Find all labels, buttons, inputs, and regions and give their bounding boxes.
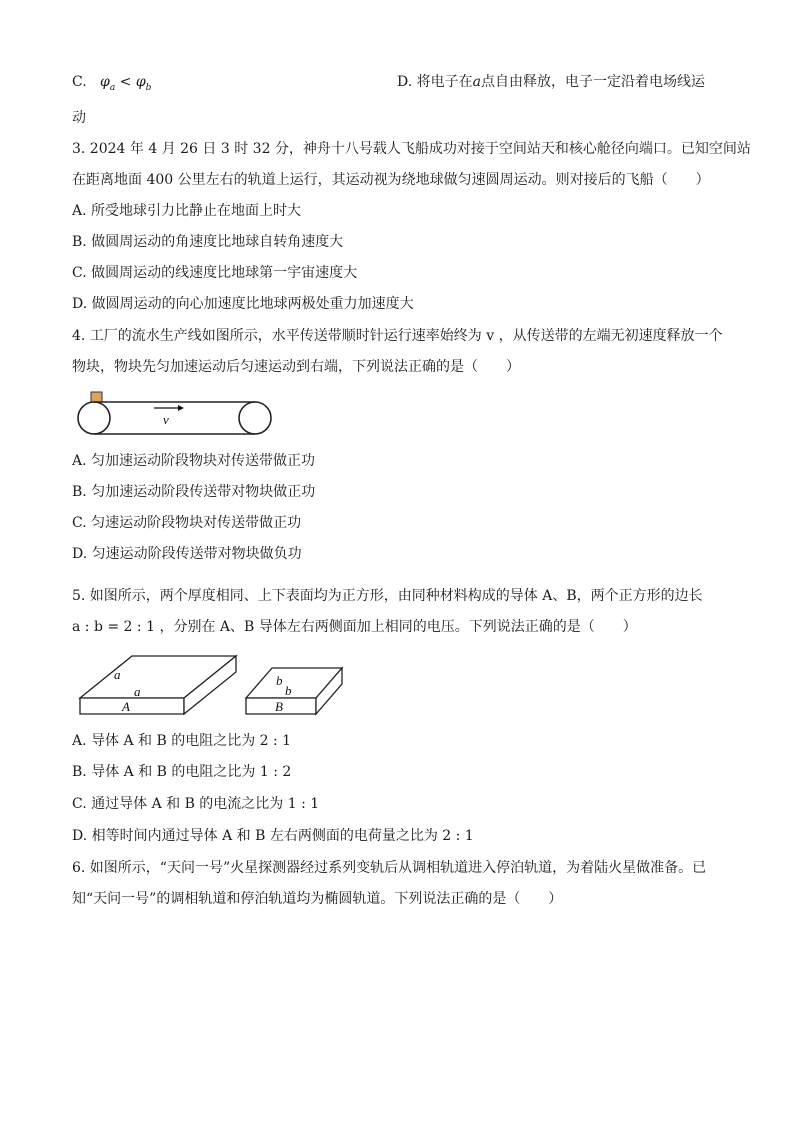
q5-option-a: A. 导体 A 和 B 的电阻之比为 2 : 1 [72, 733, 292, 749]
conductor-a-name: A [122, 699, 130, 714]
q4-option-d: D. 匀速运动阶段传送带对物块做负功 [72, 546, 302, 562]
q4-stem-line1: 4. 工厂的流水生产线如图所示，水平传送带顺时针运行速率始终为 v ，从传送带的左端无初速度释放一个 [72, 328, 723, 344]
velocity-arrowhead [178, 405, 184, 411]
left-pulley [78, 402, 110, 434]
q5-option-d: D. 相等时间内通过导体 A 和 B 左右两侧面的电荷量之比为 2 : 1 [72, 828, 474, 844]
conveyor-belt-figure [72, 388, 282, 440]
q3-option-d: D. 做圆周运动的向心加速度比地球两极处重力加速度大 [72, 296, 414, 312]
option-c: C. $\varphi_a < \varphi_b$ [72, 74, 152, 93]
conductor-b-name: B [275, 699, 283, 714]
q5-option-c: C. 通过导体 A 和 B 的电流之比为 1 : 1 [72, 796, 320, 812]
q3-stem-line1: 3. 2024 年 4 月 26 日 3 时 32 分，神舟十八号载人飞船成功对接于空间站天和核心舱径向端口。已知空间站 [72, 141, 751, 157]
conductor-b [246, 668, 342, 714]
q6-stem-line1: 6. 如图所示，“天问一号”火星探测器经过系列变轨后从调相轨道进入停泊轨道，为着陆火星做准备。已 [72, 860, 707, 876]
conductors-figure [72, 650, 362, 720]
q4-stem-line2: 物块，物块先匀加速运动后匀速运动到右端，下列说法正确的是（ ） [72, 359, 520, 375]
conductor-a-side-label-1: a [114, 667, 121, 682]
conductor-b-side-label-2: b [285, 683, 292, 698]
right-pulley [239, 402, 271, 434]
conductor-b-side-label-1: b [276, 673, 283, 688]
conductor-a-side-label-2: a [134, 684, 141, 699]
option-d: D. 将电子在a点自由释放，电子一定沿着电场线运 [397, 74, 705, 90]
q4-option-c: C. 匀速运动阶段物块对传送带做正功 [72, 515, 302, 531]
q5-stem-line1: 5. 如图所示，两个厚度相同、上下表面均为正方形，由同种材料构成的导体 A、B，两个正方形的边长 [72, 588, 703, 604]
q6-stem-line2: 知“天问一号”的调相轨道和停泊轨道均为椭圆轨道。下列说法正确的是（ ） [72, 891, 563, 907]
option-d-continued: 动 [72, 110, 86, 126]
q4-option-a: A. 匀加速运动阶段物块对传送带做正功 [72, 453, 316, 469]
q3-option-c: C. 做圆周运动的线速度比地球第一宇宙速度大 [72, 265, 358, 281]
q5-option-b: B. 导体 A 和 B 的电阻之比为 1 : 2 [72, 764, 292, 780]
velocity-label: v [163, 412, 169, 427]
q4-option-b: B. 匀加速运动阶段传送带对物块做正功 [72, 484, 316, 500]
q3-option-a: A. 所受地球引力比静止在地面上时大 [72, 203, 302, 219]
q3-option-b: B. 做圆周运动的角速度比地球自转角速度大 [72, 234, 344, 250]
q3-stem-line2: 在距离地面 400 公里左右的轨道上运行，其运动视为绕地球做匀速圆周运动。则对接后的飞船（ ） [72, 172, 710, 188]
block [91, 392, 102, 402]
q5-stem-line2: a : b = 2 : 1 ，分别在 A、B 导体左右两侧面加上相同的电压。下列说法正确的是（ ） [72, 619, 637, 635]
conductor-a [80, 656, 236, 714]
